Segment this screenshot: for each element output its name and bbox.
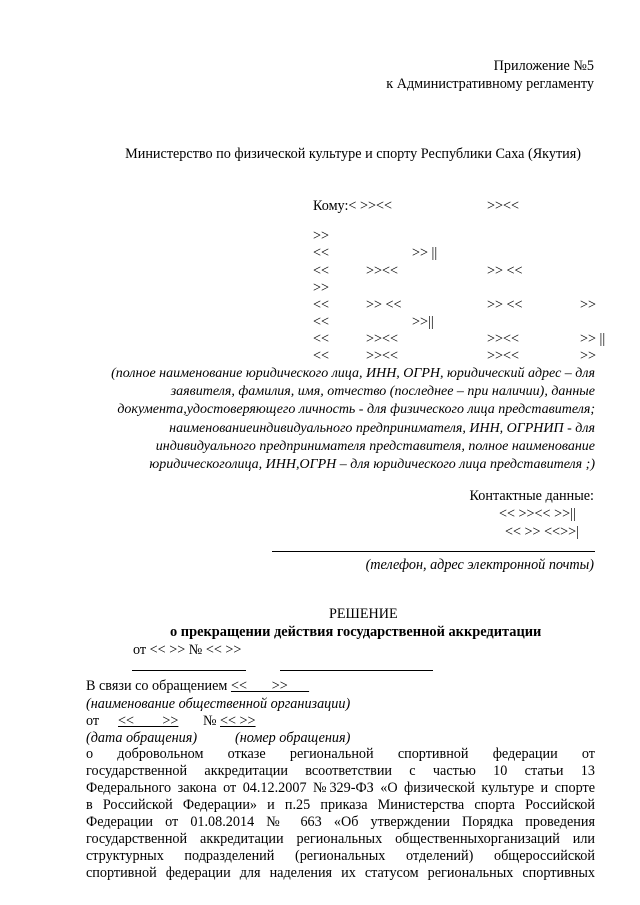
appeal-number-prefix: № — [203, 713, 217, 729]
appeal-number-caption: (номер обращения) — [235, 730, 351, 746]
recipient-note-line: наименованиеиндивидуального предпринимателя, ИНН, ОГРНИП - для — [169, 420, 595, 436]
contacts-placeholder-1: << >><< >>|| — [499, 506, 576, 522]
appeal-date: << >> — [118, 713, 179, 729]
recipient-row: >> — [580, 297, 597, 313]
recipient-note-line: (полное наименование юридического лица, ИНН, ОГРН, юридический адрес – для — [111, 366, 595, 381]
recipient-row: >> << — [487, 297, 523, 313]
decision-subtitle: о прекращении действия государственной аккредитации — [170, 624, 542, 640]
contacts-placeholder-2: << >> <<>>| — [505, 524, 579, 540]
recipient-note-line: заявителя, фамилия, имя, отчество (последнее – при наличии), данные — [170, 384, 595, 400]
ministry-name: Министерство по физической культуре и спорту Республики Саха (Якутия) — [125, 146, 581, 162]
recipient-row: >>|| — [412, 314, 434, 330]
recipient-row: >><< — [366, 263, 399, 279]
recipient-label: Кому:< >><< — [313, 198, 392, 214]
recipient-row: << — [313, 297, 330, 313]
recipient-row: >><< — [487, 331, 520, 347]
paragraph-line: в Российской Федерации» и п.25 приказа Министерства спорта Российской — [86, 797, 595, 813]
recipient-row: >> — [313, 280, 330, 296]
paragraph-line: спортивной федерации для наделения их статусом региональных спортивных — [86, 865, 595, 881]
recipient-row: >> << — [487, 263, 523, 279]
paragraph-line: государственной аккредитации региональных общественныхорганизаций или — [86, 831, 595, 847]
recipient-note-line: документа,удостоверяющего личность - для физического лица представителя; — [117, 402, 595, 418]
contacts-label: Контактные данные: — [469, 488, 594, 504]
paragraph-line: Федерального закона от 04.12.2007 №329-ФЗ «О физической культуре и спорте — [86, 780, 595, 796]
recipient-row: << — [313, 348, 330, 364]
recipient-row: >><< — [487, 348, 520, 364]
recipient-row: >><< — [366, 331, 399, 347]
appeal-organization: << >> — [230, 678, 310, 694]
recipient-row: << — [313, 331, 330, 347]
appendix-number: Приложение №5 — [493, 58, 594, 74]
appeal-prefix: В связи со обращением — [86, 678, 231, 694]
decision-number-underline — [280, 670, 433, 671]
recipient-row: >> || — [580, 331, 606, 347]
recipient-row: >><< — [366, 348, 399, 364]
contacts-caption: (телефон, адрес электронной почты) — [365, 557, 594, 573]
paragraph-line: о добровольном отказе региональной спортивной федерации от — [86, 746, 595, 762]
recipient-row: >> << — [366, 297, 402, 313]
paragraph-line: государственной аккредитации всоответствии с частью 10 статьи 13 — [86, 763, 595, 779]
recipient-row: << — [313, 314, 330, 330]
appeal-from-prefix: от — [86, 713, 100, 729]
decision-date-underline — [132, 670, 246, 671]
recipient-row: << — [313, 263, 330, 279]
recipient-row: >> — [580, 348, 597, 364]
appeal-number: << >> — [220, 713, 256, 729]
decision-title: РЕШЕНИЕ — [329, 606, 398, 622]
appendix-reference: к Административному регламенту — [386, 76, 594, 92]
appeal-date-caption: (дата обращения) — [86, 730, 198, 746]
recipient-row: << — [313, 245, 330, 261]
recipient-row: >> || — [412, 245, 438, 261]
recipient-note — [70, 365, 595, 474]
contacts-underline — [272, 551, 595, 552]
recipient-note-line: юридическоголица, ИНН,ОГРН – для юридического лица представителя ;) — [149, 457, 595, 473]
paragraph-line: структурных подразделений (региональных отделений) общероссийской — [86, 848, 595, 864]
decision-date-line: от << >> № << >> — [133, 642, 242, 658]
recipient-row: >> — [313, 228, 330, 244]
recipient-label-tail: >><< — [487, 198, 520, 214]
appeal-line — [86, 678, 309, 694]
recipient-note-line: индивидуального предпринимателя представителя, полное наименование — [155, 438, 595, 454]
appeal-caption: (наименование общественной организации) — [86, 696, 351, 712]
paragraph-line: Федерации от 01.08.2014 № 663 «Об утверждении Порядка проведения — [86, 814, 595, 830]
